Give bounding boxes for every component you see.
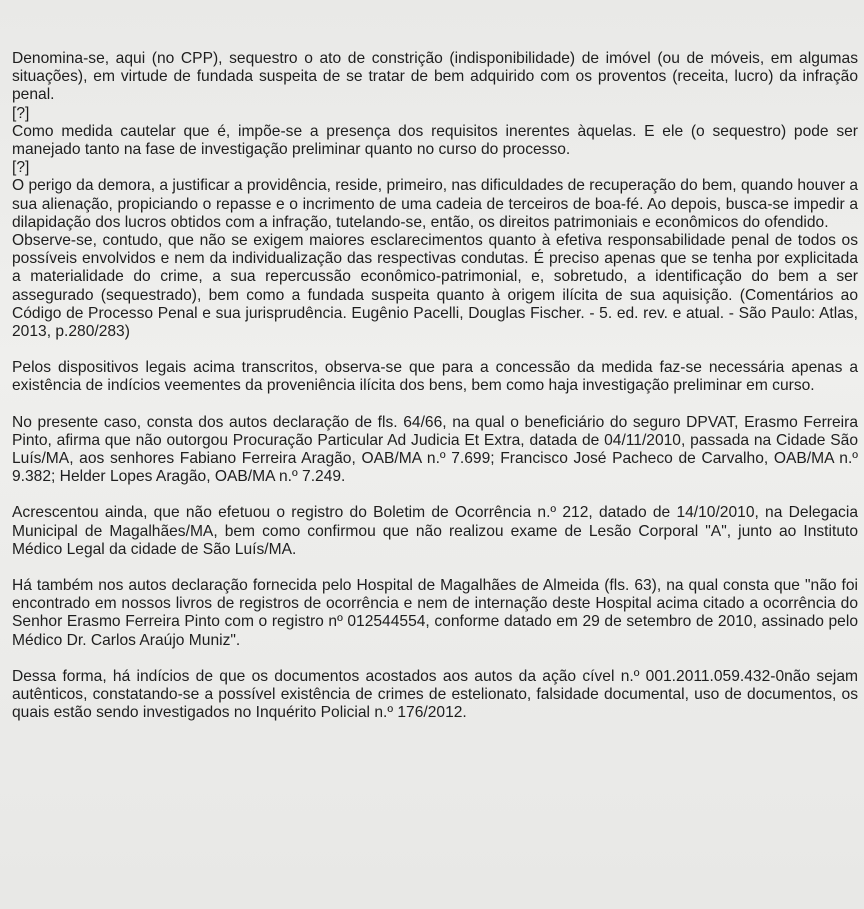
paragraph-hospital-declaracao: Há também nos autos declaração fornecida pelo Hospital de Magalhães de Almeida (fls. 63), na qual consta que "não foi encontrado em nossos livros de registros de ocorrência e nem de internação deste Hospital acima citado a ocorrência do Senhor Erasmo Ferreira Pinto com o registro nº 012544554, conforme datado em 29 de setembro de 2010, assinado pelo Médico Dr. Carlos Araújo Muniz". [12,577,858,649]
paragraph-medida-cautelar: Como medida cautelar que é, impõe-se a presença dos requisitos inerentes àquelas. E ele (o sequestro) pode ser manejado tanto na fase de investigação preliminar quanto no curso do processo. [12,122,858,159]
paragraph-presente-caso: No presente caso, consta dos autos declaração de fls. 64/66, na qual o beneficiário do seguro DPVAT, Erasmo Ferreira Pinto, afirma que não outorgou Procuração Particular Ad Judicia Et Extra, datada de 04/11/2010, passada na Cidade São Luís/MA, aos senhores Fabiano Ferreira Aragão, OAB/MA n.º 7.699; Francisco José Pacheco de Carvalho, OAB/MA n.º 9.382; Helder Lopes Aragão, OAB/MA n.º 7.249. [12,413,858,486]
document-body [12,50,858,723]
omission-marker: [?] [12,104,30,122]
paragraph-acrescentou: Acrescentou ainda, que não efetuou o registro do Boletim de Ocorrência n.º 212, datado de 14/10/2010, na Delegacia Municipal de Magalhães/MA, bem como confirmou que não realizou exame de Lesão Corporal "A", junto ao Instituto Médico Legal da cidade de São Luís/MA. [12,504,858,558]
paragraph-sequestro-definition: Denomina-se, aqui (no CPP), sequestro o ato de constrição (indisponibilidade) de imóvel (ou de móveis, em algumas situações), em virtude de fundada suspeita de se tratar de bem adquirido com os proventos (receita, lucro) da infração penal. [12,50,858,104]
paragraph-dispositivos-legais: Pelos dispositivos legais acima transcritos, observa-se que para a concessão da medida faz-se necessária apenas a existência de indícios veementes da proveniência ilícita dos bens, bem como haja investigação preliminar em curso. [12,359,858,395]
paragraph-conclusao: Dessa forma, há indícios de que os documentos acostados aos autos da ação cível n.º 001.2011.059.432-0não sejam autênticos, constatando-se a possível existência de crimes de estelionato, falsidade documental, uso de documentos, os quais estão sendo investigados no Inquérito Policial n.º 176/2012. [12,667,858,722]
paragraph-perigo-da-demora: O perigo da demora, a justificar a providência, reside, primeiro, nas dificuldades de recuperação do bem, quando houver a sua alienação, propiciando o repasse e o incrimento de uma cadeia de terceiros de boa-fé. Ao depois, busca-se impedir a dilapidação dos lucros obtidos com a infração, tutelando-se, então, os direitos patrimoniais e econômicos do ofendido. [12,177,859,231]
omission-marker: [?] [12,159,30,177]
paragraph-observe-se: Observe-se, contudo, que não se exigem maiores esclarecimentos quanto à efetiva responsabilidade penal de todos os possíveis envolvidos e nem da individualização das respectivas condutas. É preciso apenas que se tenha por explicitada a materialidade do crime, a sua repercussão econômico-patrimonial, e, sobretudo, a identificação do bem a ser assegurado (sequestrado), bem como a fundada suspeita quanto à origem ilícita de sua aquisição. (Comentários ao Código de Processo Penal e sua jurisprudência. Eugênio Pacelli, Douglas Fischer. - 5. ed. rev. e atual. - São Paulo: Atlas, 2013, p.280/283) [12,232,858,341]
